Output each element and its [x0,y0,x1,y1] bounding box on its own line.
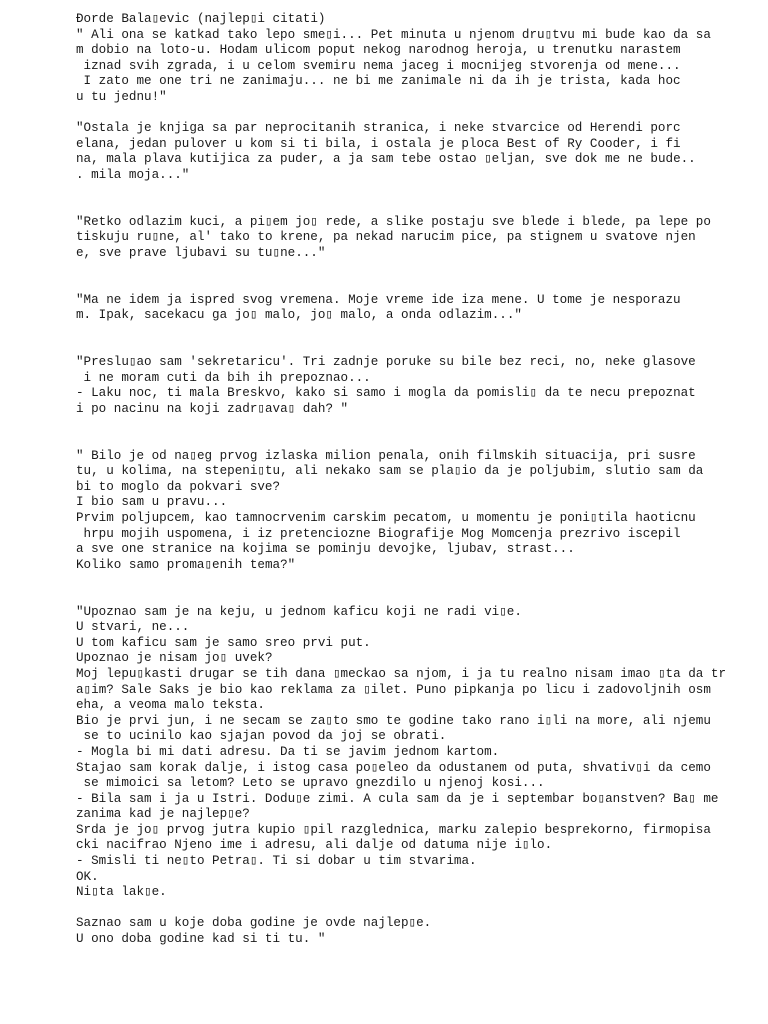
text-line [76,589,756,605]
text-line: U stvari, ne... [76,620,190,635]
text-line: Saznao sam u koje doba godine je ovde najlep▯e. [76,916,432,931]
text-line: cki nacifrao Njeno ime i adresu, ali dalje od datuma nije i▯lo. [76,838,553,853]
text-line [76,324,756,340]
text-line: tiskuju ru▯ne, al' tako to krene, pa nekad narucim pice, pa stignem u svatove njen [76,230,696,245]
text-line [76,901,756,917]
text-line: bi to moglo da pokvari sve? [76,479,281,494]
text-line: e, sve prave ljubavi su tu▯ne..." [76,245,326,260]
text-line: "Ostala je knjiga sa par neprocitanih stranica, i neke stvarcice od Herendi porc [76,121,681,136]
text-line: hrpu mojih uspomena, i iz pretenciozne Biografije Mog Momcenja prezrivo iscepil [76,526,681,541]
text-line: i ne moram cuti da bih ih prepoznao... [76,370,371,385]
text-line: "Retko odlazim kuci, a pi▯em jo▯ rede, a slike postaju sve blede i blede, pa lepe po [76,214,711,229]
text-line: i po nacinu na koji zadr▯ava▯ dah? " [76,401,349,416]
text-line: - Laku noc, ti mala Breskvo, kako si samo i mogla da pomisli▯ da te necu prepoznat [76,386,696,401]
text-line: se mimoici sa letom? Leto se upravo gnezdilo u njenoj kosi... [76,776,545,791]
text-line: Upoznao je nisam jo▯ uvek? [76,651,273,666]
text-line: "Preslu▯ao sam 'sekretaricu'. Tri zadnje poruke su bile bez reci, no, neke glasove [76,355,696,370]
text-line: Moj lepu▯kasti drugar se tih dana ▯meckao sa njom, i ja tu realno nisam imao ▯ta da tr [76,666,727,681]
text-line: U ono doba godine kad si ti tu. " [76,932,326,947]
text-line: elana, jedan pulover u kom si ti bila, i ostala je ploca Best of Ry Cooder, i fi [76,136,681,151]
document-text [76,12,756,948]
text-line: I zato me one tri ne zanimaju... ne bi me zanimale ni da ih je trista, kada hoc [76,74,681,89]
text-line [76,417,756,433]
text-line: Koliko samo proma▯enih tema?" [76,557,296,572]
text-line [76,339,756,355]
text-line [76,433,756,449]
text-line: m dobio na loto-u. Hodam ulicom poput nekog narodnog heroja, u trenutku narastem [76,43,681,58]
text-line: se to ucinilo kao sjajan povod da joj se obrati. [76,729,447,744]
text-line: " Ali ona se katkad tako lepo sme▯i... Pet minuta u njenom dru▯tvu mi bude kao da sa [76,27,711,42]
text-line: Prvim poljupcem, kao tamnocrvenim carskim pecatom, u momentu je poni▯tila haoticnu [76,511,696,525]
text-line: na, mala plava kutijica za puder, a ja sam tebe ostao ▯eljan, sve dok me ne bude.. [76,152,696,167]
text-line: a sve one stranice na kojima se pominju devojke, ljubav, strast... [76,542,575,557]
text-line [76,262,756,278]
text-line: "Ma ne idem ja ispred svog vremena. Moje vreme ide iza mene. U tome je nesporazu [76,292,681,307]
text-line [76,184,756,200]
text-line: tu, u kolima, na stepeni▯tu, ali nekako sam se pla▯io da je poljubim, slutio sam da [76,464,704,479]
text-line: Srda je jo▯ prvog jutra kupio ▯pil razglednica, marku zalepio besprekorno, firmopisa [76,822,711,837]
text-line: zanima kad je najlep▯e? [76,807,250,822]
text-line: I bio sam u pravu... [76,495,228,510]
text-line: . mila moja..." [76,167,190,182]
text-line: OK. [76,869,99,884]
text-line: Stajao sam korak dalje, i istog casa po▯eleo da odustanem od puta, shvativ▯i da cemo [76,760,711,775]
text-line: Bio je prvi jun, i ne secam se za▯to smo te godine tako rano i▯li na more, ali njemu [76,713,711,728]
text-line: "Upoznao sam je na keju, u jednom kaficu koji ne radi vi▯e. [76,604,522,619]
text-line: eha, a veoma malo teksta. [76,698,265,713]
text-line [76,106,756,122]
text-line: " Bilo je od na▯eg prvog izlaska milion penala, onih filmskih situacija, pri susre [76,448,696,463]
text-line: - Smisli ti ne▯to Petra▯. Ti si dobar u tim stvarima. [76,854,477,869]
text-line [76,199,756,215]
text-line [76,573,756,589]
text-line [76,277,756,293]
text-line: m. Ipak, sacekacu ga jo▯ malo, jo▯ malo, a onda odlazim..." [76,308,522,323]
text-line: iznad svih zgrada, i u celom svemiru nema jaceg i mocnijeg stvorenja od mene... [76,58,681,73]
text-line: U tom kaficu sam je samo sreo prvi put. [76,635,371,650]
text-line: a▯im? Sale Saks je bio kao reklama za ▯ilet. Puno pipkanja po licu i zadovoljnih osm [76,682,711,697]
text-line: Đorde Bala▯еvic (najlep▯i citati) [76,12,326,26]
text-line: - Bila sam i ja u Istri. Dodu▯e zimi. A cula sam da je i septembar bo▯anstven? Ba▯ me [76,791,719,806]
text-line: Ni▯ta lak▯e. [76,885,167,900]
text-line: u tu jednu!" [76,89,167,104]
text-line: - Mogla bi mi dati adresu. Da ti se javim jednom kartom. [76,744,500,759]
